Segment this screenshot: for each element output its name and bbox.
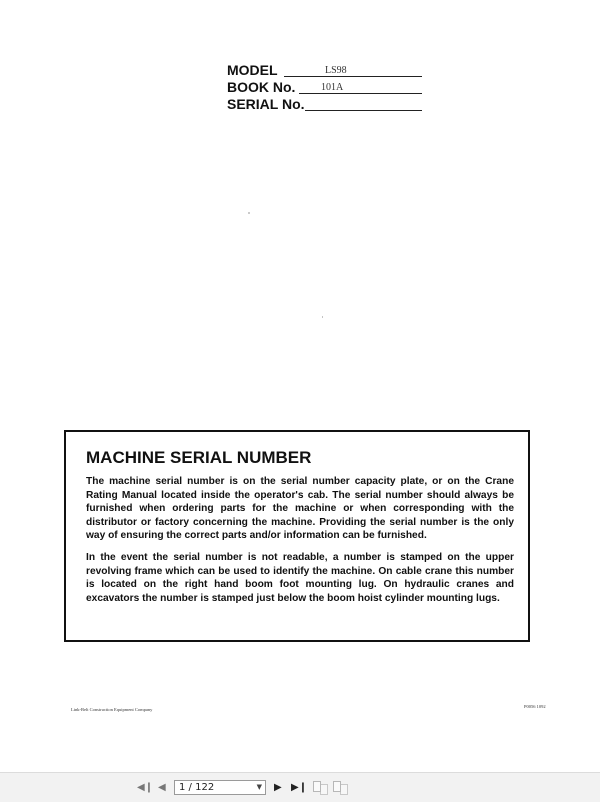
footer-code: P0056 1092	[524, 704, 546, 709]
book-row	[227, 79, 427, 95]
model-underline	[284, 76, 422, 77]
book-value: 101A	[321, 82, 344, 93]
model-row	[227, 62, 427, 78]
single-page-view-icon-shadow	[320, 784, 328, 795]
model-label: MODEL	[227, 62, 278, 78]
serial-label: SERIAL No.	[227, 96, 305, 112]
two-page-view-icon-shadow	[340, 784, 348, 795]
next-page-icon[interactable]: ▶	[274, 782, 282, 793]
header-fields	[227, 62, 427, 113]
page-indicator: 1 / 122	[179, 782, 215, 793]
book-label: BOOK No.	[227, 79, 296, 95]
notice-paragraph: The machine serial number is on the serial number capacity plate, or on the Crane Rating Manual located inside the operator's cab. The serial number should always be furnished when ordering parts for the machine or when corresponding with the distributor or factory concerning the machine. Providing the serial number is the only way of ensuring the correct parts and/or information can be furnished.	[86, 476, 514, 542]
last-page-icon[interactable]: ▶❙	[291, 782, 308, 793]
notice-title: MACHINE SERIAL NUMBER	[86, 448, 312, 467]
page-number-input[interactable]	[174, 780, 266, 795]
scan-speck	[248, 212, 250, 214]
first-page-icon[interactable]: ◀❙	[137, 782, 154, 793]
previous-page-icon[interactable]: ◀	[158, 782, 166, 793]
model-value: LS98	[325, 65, 347, 76]
chevron-down-icon[interactable]: ▼	[256, 783, 262, 791]
pdf-viewer-toolbar	[0, 772, 600, 802]
notice-paragraph: In the event the serial number is not readable, a number is stamped on the upper revolving frame which can be used to identify the machine. On cable crane this number is located on the right hand boom foot mounting lug. On hydraulic cranes and excavators the number is stamped just below the boom hoist cylinder mounting lugs.	[86, 551, 514, 604]
footer-company: Link-Belt Construction Equipment Company	[71, 707, 153, 712]
serial-number-notice	[64, 430, 530, 642]
serial-underline	[305, 110, 422, 111]
book-underline	[299, 93, 422, 94]
serial-row	[227, 96, 427, 112]
scan-speck	[322, 316, 323, 318]
